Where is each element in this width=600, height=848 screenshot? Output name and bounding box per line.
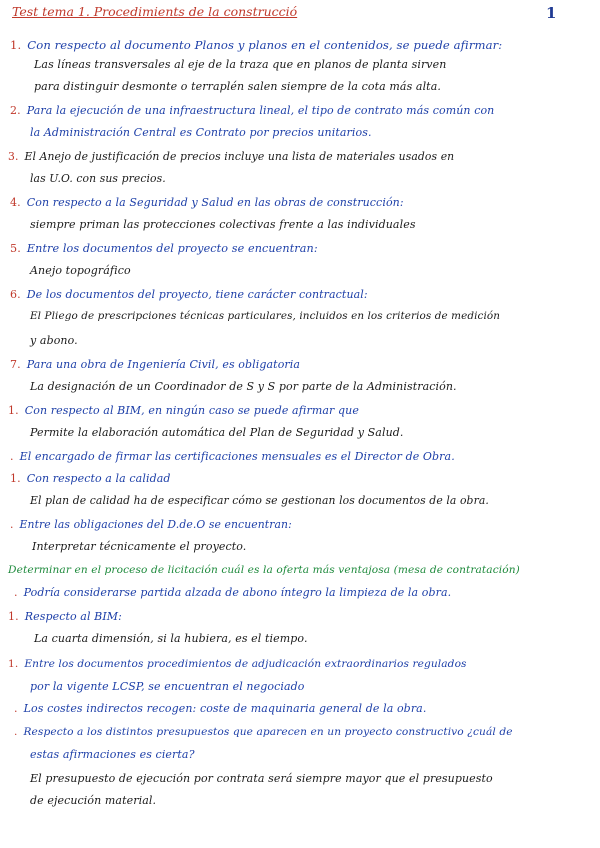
note-line xyxy=(30,334,78,347)
question-number: 1. xyxy=(8,610,19,623)
note-text: El Anejo de justificación de precios incluye una lista de materiales usados en xyxy=(24,150,455,163)
note-text: La designación de un Coordinador de S y S por parte de la Administración. xyxy=(30,380,457,393)
note-line xyxy=(30,794,156,807)
note-line xyxy=(30,310,500,322)
page-number: 1 xyxy=(546,4,557,22)
question-number: 1. xyxy=(8,404,19,417)
note-text: La cuarta dimensión, si la hubiera, es el tiempo. xyxy=(34,632,308,645)
question-number: . xyxy=(14,726,18,738)
note-line xyxy=(32,540,246,553)
note-text: Permite la elaboración automática del Plan de Seguridad y Salud. xyxy=(30,426,404,439)
question-number: 2. xyxy=(10,104,21,117)
note-text: y abono. xyxy=(30,334,78,347)
note-text: siempre priman las protecciones colectivas frente a las individuales xyxy=(30,218,416,231)
note-text: la Administración Central es Contrato por precios unitarios. xyxy=(30,126,372,139)
note-text: El encargado de firmar las certificaciones mensuales es el Director de Obra. xyxy=(19,450,455,463)
note-text: De los documentos del proyecto, tiene carácter contractual: xyxy=(26,288,368,301)
note-line xyxy=(14,702,426,715)
note-text: por la vigente LCSP, se encuentran el negociado xyxy=(30,680,305,693)
note-line xyxy=(34,58,446,71)
note-line xyxy=(10,518,292,531)
question-number: 1. xyxy=(10,472,21,485)
note-line xyxy=(30,426,404,439)
note-line xyxy=(34,80,441,93)
note-line xyxy=(30,494,489,507)
note-line xyxy=(8,610,122,623)
note-text: para distinguir desmonte o terraplén salen siempre de la cota más alta. xyxy=(34,80,441,93)
note-text: Podría considerarse partida alzada de abono íntegro la limpieza de la obra. xyxy=(23,586,452,599)
note-line xyxy=(10,38,502,52)
page-title: Test tema 1. Procedimients de la construcció xyxy=(12,4,298,19)
note-text: Entre los documentos procedimientos de adjudicación extraordinarios regulados xyxy=(24,658,467,670)
note-line xyxy=(30,264,131,277)
note-line xyxy=(10,472,171,485)
note-text: Los costes indirectos recogen: coste de maquinaria general de la obra. xyxy=(23,702,427,715)
note-line xyxy=(8,404,359,417)
note-text: Con respecto a la Seguridad y Salud en las obras de construcción: xyxy=(26,196,404,209)
note-line xyxy=(30,218,416,231)
note-text: Anejo topográfico xyxy=(30,264,131,277)
note-line xyxy=(30,680,305,693)
note-text: El plan de calidad ha de especificar cómo se gestionan los documentos de la obra. xyxy=(30,494,489,507)
note-line xyxy=(8,150,454,163)
note-text: El presupuesto de ejecución por contrata será siempre mayor que el presupuesto xyxy=(30,772,493,785)
question-number: 3. xyxy=(8,150,19,163)
note-text: Con respecto a la calidad xyxy=(26,472,171,485)
question-number: . xyxy=(10,518,14,531)
note-line xyxy=(8,564,520,576)
note-line xyxy=(8,658,467,670)
note-line xyxy=(30,748,195,761)
note-text: Las líneas transversales al eje de la traza que en planos de planta sirven xyxy=(34,58,447,71)
question-number: 5. xyxy=(10,242,21,255)
question-number: 7. xyxy=(10,358,21,371)
note-text: Entre las obligaciones del D.de.O se encuentran: xyxy=(19,518,292,531)
note-line xyxy=(10,358,300,371)
note-text: El Pliego de prescripciones técnicas particulares, incluidos en los criterios de medición xyxy=(30,310,501,322)
question-number: 4. xyxy=(10,196,21,209)
question-number: . xyxy=(14,586,18,599)
note-text: Entre los documentos del proyecto se encuentran: xyxy=(26,242,318,255)
note-text: Para una obra de Ingeniería Civil, es obligatoria xyxy=(26,358,301,371)
note-line xyxy=(14,586,451,599)
question-number: . xyxy=(10,450,14,463)
note-line xyxy=(10,450,455,463)
note-line xyxy=(14,726,513,738)
question-number: . xyxy=(14,702,18,715)
note-text: Respecto al BIM: xyxy=(24,610,122,623)
note-line xyxy=(10,288,368,301)
note-text: Para la ejecución de una infraestructura lineal, el tipo de contrato más común con xyxy=(26,104,495,117)
note-line xyxy=(10,104,494,117)
question-number: 1. xyxy=(8,658,19,670)
question-number: 1. xyxy=(10,38,22,52)
note-line xyxy=(30,126,372,139)
note-line xyxy=(30,772,493,785)
note-line xyxy=(30,172,166,185)
note-text: Con respecto al BIM, en ningún caso se puede afirmar que xyxy=(24,404,359,417)
note-line xyxy=(30,380,457,393)
note-text: Interpretar técnicamente el proyecto. xyxy=(32,540,247,553)
note-text: de ejecución material. xyxy=(30,794,157,807)
question-number: 6. xyxy=(10,288,21,301)
note-line xyxy=(10,242,318,255)
note-text: estas afirmaciones es cierta? xyxy=(30,748,195,761)
note-line xyxy=(34,632,308,645)
note-text: las U.O. con sus precios. xyxy=(30,172,166,185)
note-text: Con respecto al documento Planos y planos en el contenidos, se puede afirmar: xyxy=(27,38,503,52)
note-text: Respecto a los distintos presupuestos que aparecen en un proyecto constructivo ¿cuál de xyxy=(23,726,513,738)
note-line xyxy=(10,196,404,209)
note-text: Determinar en el proceso de licitación cuál es la oferta más ventajosa (mesa de contratación) xyxy=(8,564,520,576)
